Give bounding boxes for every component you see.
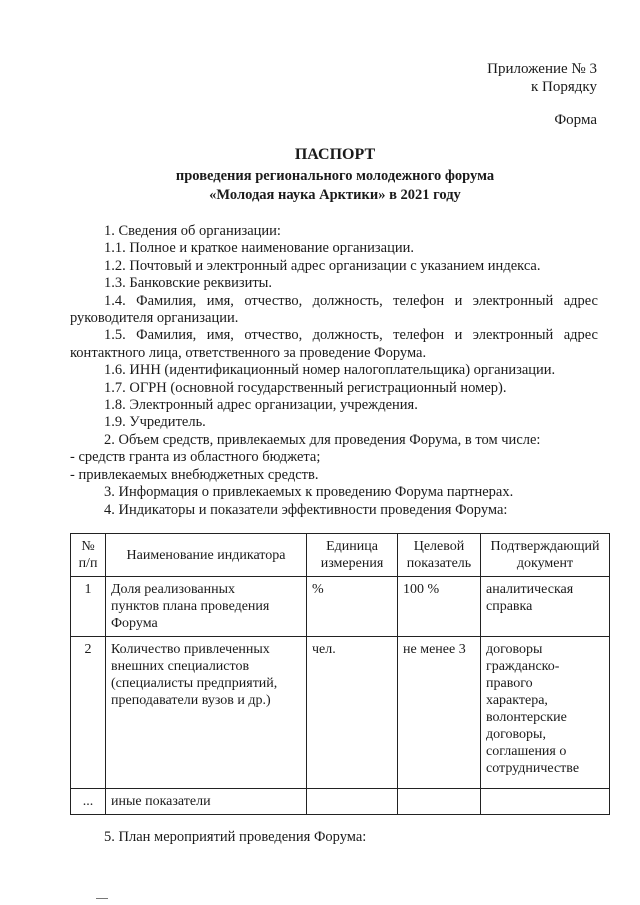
table-row: [71, 637, 610, 789]
item-1-2: 1.2. Почтовый и электронный адрес организации с указанием индекса.: [104, 257, 541, 274]
item-1-1: 1.1. Полное и краткое наименование организации.: [104, 240, 414, 257]
item-5: 5. План мероприятий проведения Форума:: [104, 829, 367, 845]
row-number: 2: [71, 637, 106, 789]
row-document: аналитическая справка: [481, 577, 610, 637]
item-2-grant: - средств гранта из областного бюджета;: [70, 449, 321, 466]
form-label: Форма: [554, 112, 597, 128]
row-unit: чел.: [307, 637, 398, 789]
item-1-5: 1.5. Фамилия, имя, отчество, должность, телефон и электронный адрес: [104, 327, 598, 344]
appendix-reference: [487, 60, 597, 96]
item-1-4-continued: руководителя организации.: [70, 310, 239, 327]
item-1-7: 1.7. ОГРН (основной государственный регистрационный номер).: [104, 379, 507, 396]
item-1: 1. Сведения об организации:: [104, 223, 281, 239]
item-2: 2. Объем средств, привлекаемых для проведения Форума, в том числе:: [104, 431, 541, 448]
row-document: [481, 789, 610, 815]
table-row: [71, 577, 610, 637]
document-title: ПАСПОРТ: [294, 146, 376, 163]
appendix-to-order: к Порядку: [531, 79, 597, 95]
document-subtitle-1: проведения регионального молодежного форума: [175, 168, 495, 184]
row-number: ...: [71, 789, 106, 815]
item-1-9: 1.9. Учредитель.: [104, 414, 206, 431]
header-target: Целевой показатель: [398, 534, 481, 577]
item-1-6: 1.6. ИНН (идентификационный номер налогоплательщика) организации.: [104, 362, 556, 379]
item-3: 3. Информация о привлекаемых к проведению Форума партнерах.: [104, 484, 514, 501]
row-number: 1: [71, 577, 106, 637]
table-row: [71, 789, 610, 815]
row-indicator-name: Доля реализованных пунктов плана проведения Форума: [106, 577, 307, 637]
table-header-row: [71, 534, 610, 577]
row-document: договоры гражданско-правого характера, волонтерские договоры, соглашения о сотрудничестве: [481, 637, 610, 789]
row-target: 100 %: [398, 577, 481, 637]
scan-mark: [96, 898, 108, 902]
row-target: не менее 3: [398, 637, 481, 789]
item-1-5-continued: контактного лица, ответственного за проведение Форума.: [70, 344, 427, 361]
header-unit: Единица измерения: [307, 534, 398, 577]
header-indicator-name: Наименование индикатора: [106, 534, 307, 577]
row-unit: [307, 789, 398, 815]
document-subtitle-2: «Молодая наука Арктики» в 2021 году: [209, 187, 461, 203]
item-1-3: 1.3. Банковские реквизиты.: [104, 275, 273, 292]
passport-items: [70, 223, 598, 519]
header-number: № п/п: [71, 534, 106, 577]
row-target: [398, 789, 481, 815]
header-document: Подтверждающий документ: [481, 534, 610, 577]
item-1-4: 1.4. Фамилия, имя, отчество, должность, телефон и электронный адрес: [104, 292, 598, 309]
row-indicator-name: иные показатели: [106, 789, 307, 815]
item-1-8: 1.8. Электронный адрес организации, учреждения.: [104, 397, 418, 414]
row-unit: %: [307, 577, 398, 637]
indicators-table: [70, 533, 610, 815]
appendix-number: Приложение № 3: [487, 61, 597, 77]
row-indicator-name: Количество привлеченных внешних специалистов (специалисты предприятий, преподаватели вузов и др.): [106, 637, 307, 789]
item-2-extrabudget: - привлекаемых внебюджетных средств.: [70, 466, 319, 483]
item-4: 4. Индикаторы и показатели эффективности проведения Форума:: [104, 501, 508, 518]
